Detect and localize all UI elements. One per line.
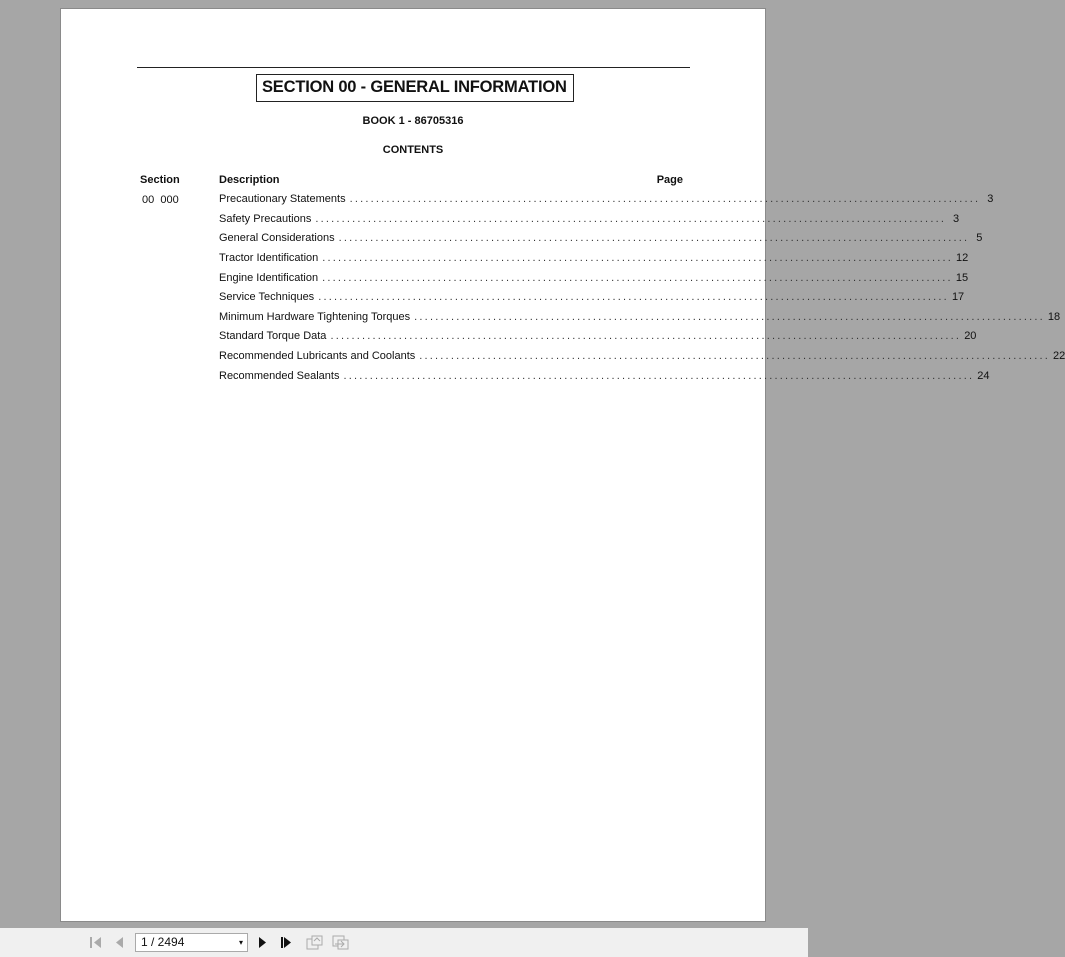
- entry-page: 15: [955, 271, 969, 284]
- entry-page: 3: [952, 212, 960, 225]
- dot-leader: ........................................................................................................................: [330, 330, 962, 343]
- entry-description: General Considerations: [219, 232, 335, 245]
- entry-description: Recommended Lubricants and Coolants: [219, 350, 416, 363]
- contents-entry[interactable]: [219, 212, 960, 233]
- book-number: BOOK 1 - 86705316: [362, 115, 464, 127]
- pdf-toolbar: [0, 928, 808, 957]
- contents-entry[interactable]: [219, 193, 994, 213]
- dot-leader: ........................................................................................................................: [322, 251, 953, 264]
- column-header-section: Section: [140, 174, 180, 186]
- entry-page: 22: [1053, 350, 1065, 363]
- contents-entry[interactable]: [219, 330, 977, 350]
- contents-entry[interactable]: [219, 291, 965, 311]
- entry-description: Engine Identification: [219, 271, 319, 284]
- next-page-icon[interactable]: [256, 935, 270, 950]
- column-header-page: Page: [656, 174, 683, 186]
- contents-list: [219, 193, 1065, 389]
- chevron-down-icon[interactable]: ▾: [238, 938, 243, 947]
- pdf-page: [60, 8, 1065, 922]
- entry-page: 12: [956, 251, 969, 264]
- entry-page: 17: [951, 291, 965, 304]
- contents-entry[interactable]: [219, 251, 969, 272]
- first-page-icon[interactable]: [88, 935, 104, 950]
- dot-leader: ........................................................................................................................: [419, 350, 1051, 363]
- page-indicator: 1 / 2494: [141, 935, 185, 949]
- last-page-icon[interactable]: [279, 935, 295, 950]
- entry-page: 18: [1047, 310, 1061, 323]
- section-number: 00 000: [142, 194, 179, 206]
- entry-description: Service Techniques: [219, 291, 315, 304]
- contents-entry[interactable]: [219, 310, 1061, 331]
- dot-leader: ........................................................................................................................: [322, 271, 953, 284]
- column-header-description: Description: [219, 174, 280, 186]
- dot-leader: ........................................................................................................................: [338, 232, 970, 245]
- page-number-field[interactable]: [135, 933, 248, 952]
- entry-description: Minimum Hardware Tightening Torques: [219, 310, 411, 323]
- contents-heading: CONTENTS: [382, 144, 444, 156]
- section-title: SECTION 00 - GENERAL INFORMATION: [256, 74, 574, 102]
- entry-page: 20: [964, 330, 977, 343]
- fit-page-icon[interactable]: [305, 935, 323, 950]
- entry-page: 24: [977, 369, 990, 382]
- contents-entry[interactable]: [219, 369, 990, 390]
- entry-description: Standard Torque Data: [219, 330, 327, 343]
- entry-page: 3: [987, 193, 994, 205]
- contents-entry[interactable]: [219, 350, 1065, 370]
- dot-leader: ........................................................................................................................: [414, 310, 1045, 323]
- entry-description: Recommended Sealants: [219, 369, 340, 382]
- entry-description: Safety Precautions: [219, 212, 312, 225]
- dot-leader: ........................................................................................................................: [315, 212, 947, 225]
- contents-entry[interactable]: [219, 232, 983, 252]
- fit-width-icon[interactable]: [331, 935, 349, 950]
- dot-leader: ........................................................................................................................: [318, 291, 949, 304]
- entry-page: 5: [976, 232, 983, 245]
- contents-entry[interactable]: [219, 271, 969, 292]
- entry-description: Tractor Identification: [219, 251, 319, 264]
- top-rule: [137, 67, 690, 68]
- previous-page-icon[interactable]: [112, 935, 126, 950]
- entry-description: Precautionary Statements: [219, 193, 346, 205]
- dot-leader: ........................................................................................................................: [349, 193, 981, 205]
- dot-leader: ........................................................................................................................: [343, 369, 975, 382]
